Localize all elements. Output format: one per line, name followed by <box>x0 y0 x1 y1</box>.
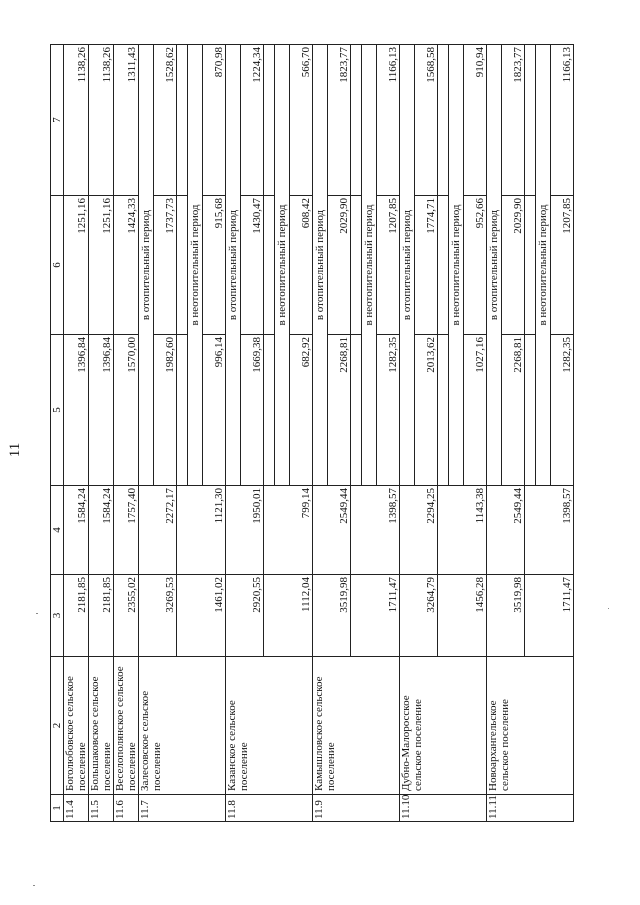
value-cell: 1396,84 <box>64 335 89 486</box>
value-cell: 3519,98 <box>502 575 525 657</box>
value-cell: 2268,81 <box>502 335 525 486</box>
column-number: 4 <box>51 486 64 575</box>
row-index: 11.10 <box>400 795 487 822</box>
page-number: 11 <box>7 442 23 458</box>
non-heating-period-label: в неотопительный период <box>449 45 464 486</box>
row-index: 11.8 <box>226 795 313 822</box>
value-cell: 682,92 <box>290 335 313 486</box>
scan-speck <box>36 613 38 614</box>
value-cell: 870,98 <box>203 45 226 196</box>
column-number: 5 <box>51 335 64 486</box>
settlement-name: Казанское сельское поселение <box>226 657 313 795</box>
heating-period-label: в отопительный период <box>313 45 328 486</box>
value-cell: 1251,16 <box>89 196 114 335</box>
value-cell: 1251,16 <box>64 196 89 335</box>
value-cell: 2029,90 <box>328 196 351 335</box>
value-cell: 2294,25 <box>415 486 438 575</box>
heating-period-label: в отопительный период <box>400 45 415 486</box>
value-cell: 1143,38 <box>464 486 487 575</box>
value-cell: 1950,01 <box>241 486 264 575</box>
settlement-name: Боголюбовское сельское поселение <box>64 657 89 795</box>
non-heating-period-label: в неотопительный период <box>275 45 290 486</box>
row-index: 11.9 <box>313 795 400 822</box>
settlement-name: Дубно-Малоросское сельское поселение <box>400 657 487 795</box>
column-number: 3 <box>51 575 64 657</box>
value-cell: 1757,40 <box>114 486 139 575</box>
column-number: 6 <box>51 196 64 335</box>
value-cell: 1711,47 <box>551 575 574 657</box>
value-cell: 1424,33 <box>114 196 139 335</box>
value-cell: 1166,13 <box>377 45 400 196</box>
row-index: 11.5 <box>89 795 114 822</box>
value-cell: 1282,35 <box>377 335 400 486</box>
heating-period-label: в отопительный период <box>226 45 241 486</box>
column-number-row <box>51 45 64 822</box>
value-cell: 2268,81 <box>328 335 351 486</box>
value-cell: 3264,79 <box>415 575 438 657</box>
value-cell: 1774,71 <box>415 196 438 335</box>
value-cell: 608,42 <box>290 196 313 335</box>
settlement-name: Веселополянское сельское поселение <box>114 657 139 795</box>
value-cell: 1398,57 <box>551 486 574 575</box>
value-cell: 2355,02 <box>114 575 139 657</box>
settlement-name: Новоархангельское сельское поселение <box>487 657 574 795</box>
column-number: 7 <box>51 45 64 196</box>
value-cell: 1982,60 <box>154 335 177 486</box>
value-cell: 1112,04 <box>290 575 313 657</box>
value-cell: 1823,77 <box>502 45 525 196</box>
value-cell: 1584,24 <box>89 486 114 575</box>
value-cell: 910,94 <box>464 45 487 196</box>
value-cell: 2029,90 <box>502 196 525 335</box>
column-number: 1 <box>51 795 64 822</box>
value-cell: 1737,73 <box>154 196 177 335</box>
column-number: 2 <box>51 657 64 795</box>
value-cell: 2549,44 <box>502 486 525 575</box>
value-cell: 1430,47 <box>241 196 264 335</box>
value-cell: 1166,13 <box>551 45 574 196</box>
table-row <box>89 45 114 822</box>
value-cell: 1669,38 <box>241 335 264 486</box>
value-cell: 1528,62 <box>154 45 177 196</box>
value-cell: 566,70 <box>290 45 313 196</box>
scan-speck <box>33 885 35 886</box>
row-index: 11.7 <box>139 795 226 822</box>
value-cell: 996,14 <box>203 335 226 486</box>
row-index: 11.6 <box>114 795 139 822</box>
period-label-row <box>226 45 241 822</box>
value-cell: 1027,16 <box>464 335 487 486</box>
non-heating-period-label: в неотопительный период <box>362 45 377 486</box>
period-label-row <box>139 45 154 822</box>
table-row <box>114 45 139 822</box>
tariff-table <box>50 44 574 822</box>
value-cell: 3269,53 <box>154 575 177 657</box>
non-heating-period-label: в неотопительный период <box>536 45 551 486</box>
value-cell: 1224,34 <box>241 45 264 196</box>
value-cell: 952,66 <box>464 196 487 335</box>
settlement-name: Залесовское сельское поселение <box>139 657 226 795</box>
scan-speck <box>608 608 609 609</box>
value-cell: 799,14 <box>290 486 313 575</box>
value-cell: 2181,85 <box>64 575 89 657</box>
value-cell: 2920,55 <box>241 575 264 657</box>
heating-period-label: в отопительный период <box>487 45 502 486</box>
value-cell: 1207,85 <box>377 196 400 335</box>
period-label-row <box>487 45 502 822</box>
tariff-table-rotated <box>50 45 573 822</box>
row-index: 11.11 <box>487 795 574 822</box>
value-cell: 1711,47 <box>377 575 400 657</box>
value-cell: 1461,02 <box>203 575 226 657</box>
value-cell: 1282,35 <box>551 335 574 486</box>
value-cell: 1823,77 <box>328 45 351 196</box>
value-cell: 1396,84 <box>89 335 114 486</box>
value-cell: 1584,24 <box>64 486 89 575</box>
value-cell: 915,68 <box>203 196 226 335</box>
value-cell: 1570,00 <box>114 335 139 486</box>
value-cell: 1398,57 <box>377 486 400 575</box>
period-label-row <box>400 45 415 822</box>
value-cell: 1138,26 <box>89 45 114 196</box>
settlement-name: Большаковское сельское поселение <box>89 657 114 795</box>
value-cell: 1311,43 <box>114 45 139 196</box>
value-cell: 1568,58 <box>415 45 438 196</box>
period-label-row <box>313 45 328 822</box>
value-cell: 2549,44 <box>328 486 351 575</box>
table-row <box>64 45 89 822</box>
value-cell: 3519,98 <box>328 575 351 657</box>
row-index: 11.4 <box>64 795 89 822</box>
value-cell: 1456,28 <box>464 575 487 657</box>
value-cell: 2181,85 <box>89 575 114 657</box>
value-cell: 2013,62 <box>415 335 438 486</box>
non-heating-period-label: в неотопительный период <box>188 45 203 486</box>
value-cell: 1138,26 <box>64 45 89 196</box>
value-cell: 2272,17 <box>154 486 177 575</box>
value-cell: 1207,85 <box>551 196 574 335</box>
value-cell: 1121,30 <box>203 486 226 575</box>
heating-period-label: в отопительный период <box>139 45 154 486</box>
settlement-name: Камышловское сельское поселение <box>313 657 400 795</box>
